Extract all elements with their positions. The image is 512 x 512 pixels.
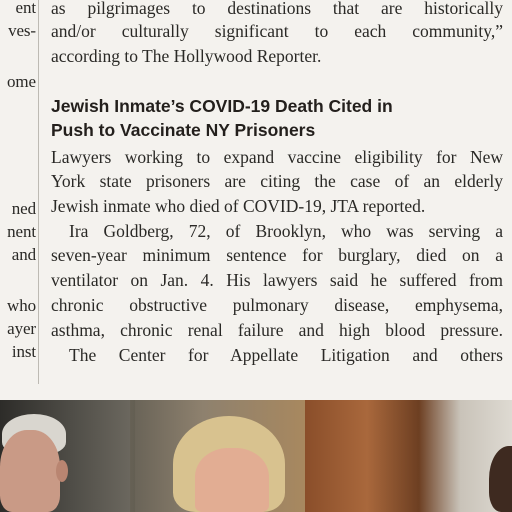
body-line: York state prisoners are citing the case of an elderly <box>51 171 503 191</box>
left-column <box>0 0 38 400</box>
body-line: seven-year minimum sentence for burglary, died on a <box>51 245 503 265</box>
left-column-fragment: ned <box>11 199 36 218</box>
photo-center <box>135 400 305 512</box>
left-column-fragment: ves- <box>8 21 36 40</box>
column-divider <box>38 0 39 384</box>
article-top-line: according to The Hollywood Reporter. <box>51 46 322 66</box>
photo-strip <box>0 400 512 512</box>
body-line: The Center for Appellate Litigation and others <box>69 345 503 365</box>
body-line: ventilator on Jan. 4. His lawyers said he suffered from <box>51 270 503 290</box>
left-column-fragment: and <box>11 245 36 264</box>
photo-right <box>305 400 512 512</box>
headline-line: Jewish Inmate’s COVID-19 Death Cited in <box>51 96 393 116</box>
person-left-face <box>0 430 60 512</box>
article-top-line: and/or culturally significant to each community,” <box>51 21 503 41</box>
left-column-fragment: inst <box>11 342 36 361</box>
photo-left <box>0 400 130 512</box>
person-right-head <box>489 446 512 512</box>
body-line: asthma, chronic renal failure and high blood pressure. <box>51 320 503 340</box>
person-center-face <box>195 448 269 512</box>
body-line: Lawyers working to expand vaccine eligibility for New <box>51 147 503 167</box>
body-line: Ira Goldberg, 72, of Brooklyn, who was serving a <box>69 221 503 241</box>
left-column-fragment: ent <box>15 0 36 17</box>
body-line: Jewish inmate who died of COVID-19, JTA reported. <box>51 196 426 216</box>
headline-line: Push to Vaccinate NY Prisoners <box>51 120 316 140</box>
left-column-fragment: who <box>7 296 36 315</box>
left-column-fragment: nent <box>7 222 36 241</box>
person-left-ear <box>56 460 68 482</box>
left-column-fragment: ayer <box>7 319 36 338</box>
body-line: chronic obstructive pulmonary disease, emphysema, <box>51 295 503 315</box>
article-top-line: as pilgrimages to destinations that are historically <box>51 0 503 18</box>
left-column-fragment: ome <box>7 72 36 91</box>
